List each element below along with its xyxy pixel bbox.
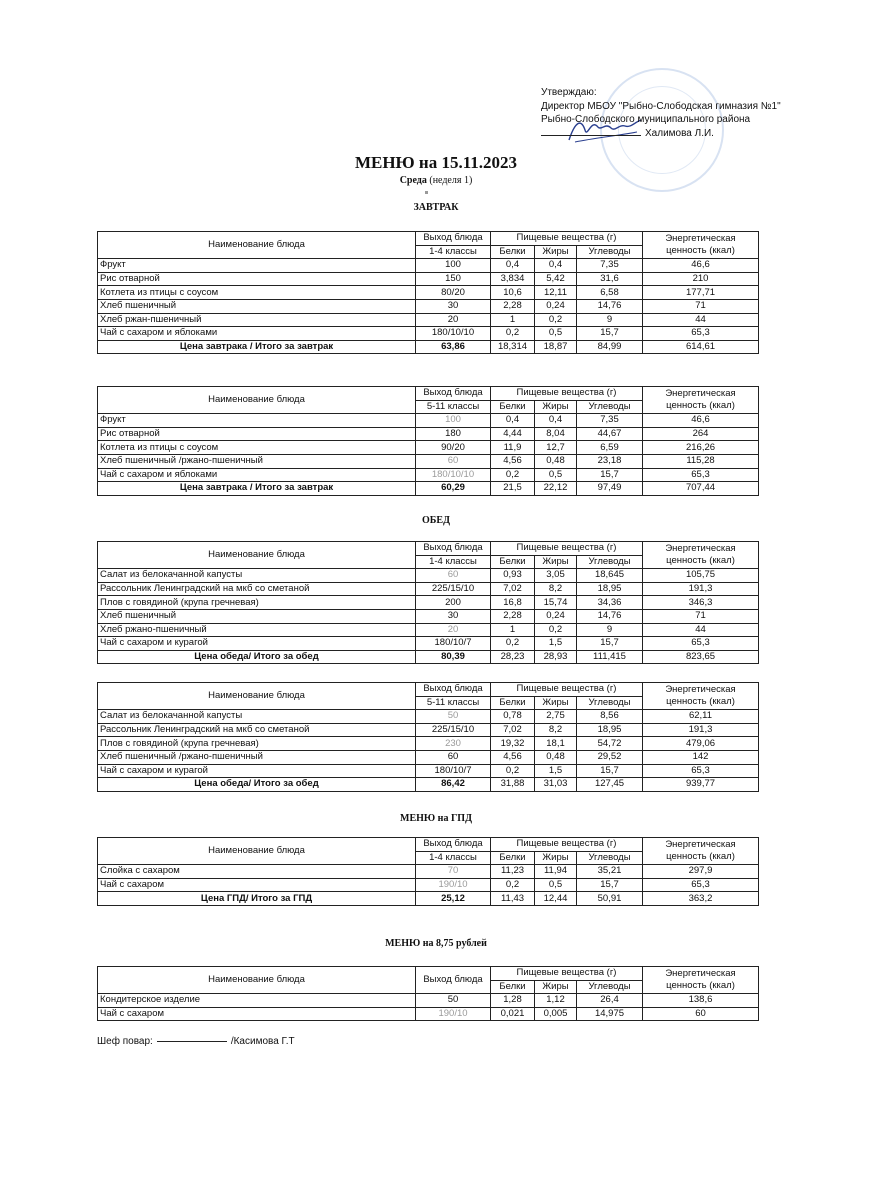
header-carbs: Углеводы — [577, 400, 643, 414]
cell-dish-name: Котлета из птицы с соусом — [98, 286, 416, 300]
total-carbs: 127,45 — [577, 778, 643, 792]
cell-carbs: 7,35 — [577, 414, 643, 428]
cell-fat: 0,2 — [535, 623, 577, 637]
total-label: Цена обеда/ Итого за обед — [98, 778, 416, 792]
cell-energy: 264 — [643, 427, 759, 441]
header-output: Выход блюда — [416, 838, 491, 852]
header-fat: Жиры — [535, 851, 577, 865]
cell-protein: 0,2 — [491, 878, 535, 892]
total-carbs: 50,91 — [577, 892, 643, 906]
cell-carbs: 26,4 — [577, 994, 643, 1008]
cell-dish-name: Хлеб пшеничный — [98, 299, 416, 313]
cell-energy: 44 — [643, 313, 759, 327]
cell-carbs: 8,56 — [577, 710, 643, 724]
cell-fat: 8,2 — [535, 582, 577, 596]
header-output: Выход блюда — [416, 967, 491, 994]
cell-carbs: 31,6 — [577, 272, 643, 286]
cell-protein: 4,56 — [491, 454, 535, 468]
total-protein: 28,23 — [491, 650, 535, 664]
cell-fat: 0,4 — [535, 414, 577, 428]
cell-output: 180/10/10 — [416, 327, 491, 341]
menu-table-gpd-1-4 — [97, 837, 759, 906]
cell-protein: 3,834 — [491, 272, 535, 286]
cell-dish-name: Котлета из птицы с соусом — [98, 441, 416, 455]
section-gpd: МЕНЮ на ГПД — [400, 813, 472, 824]
table-row — [98, 596, 759, 610]
cell-energy: 46,6 — [643, 414, 759, 428]
table-row — [98, 737, 759, 751]
cell-carbs: 18,95 — [577, 723, 643, 737]
table-row — [98, 259, 759, 273]
header-name: Наименование блюда — [98, 683, 416, 710]
total-fat: 22,12 — [535, 482, 577, 496]
header-name: Наименование блюда — [98, 967, 416, 994]
total-output: 63,86 — [416, 340, 491, 354]
header-grade: 1-4 классы — [416, 245, 491, 259]
header-energy: Энергетическая ценность (ккал) — [643, 232, 759, 259]
total-energy: 823,65 — [643, 650, 759, 664]
cell-carbs: 44,67 — [577, 427, 643, 441]
cell-protein: 19,32 — [491, 737, 535, 751]
cell-protein: 11,9 — [491, 441, 535, 455]
cell-fat: 1,5 — [535, 764, 577, 778]
header-nutrients: Пищевые вещества (г) — [491, 967, 643, 981]
header-nutrients: Пищевые вещества (г) — [491, 542, 643, 556]
approval-block — [541, 86, 781, 140]
cell-output: 90/20 — [416, 441, 491, 455]
cell-dish-name: Чай с сахаром и яблоками — [98, 468, 416, 482]
menu-table-lunch-1-4 — [97, 541, 759, 664]
table-row — [98, 764, 759, 778]
cell-dish-name: Чай с сахаром и курагой — [98, 764, 416, 778]
footer — [97, 1036, 295, 1047]
cell-energy: 346,3 — [643, 596, 759, 610]
table-row — [98, 750, 759, 764]
cell-carbs: 7,35 — [577, 259, 643, 273]
chef-name: /Касимова Г.Т — [230, 1036, 295, 1047]
cell-dish-name: Чай с сахаром — [98, 1007, 416, 1021]
table-row — [98, 710, 759, 724]
total-row — [98, 650, 759, 664]
header-carbs: Углеводы — [577, 245, 643, 259]
table-row — [98, 414, 759, 428]
cell-output: 100 — [416, 259, 491, 273]
total-output: 60,29 — [416, 482, 491, 496]
total-row — [98, 778, 759, 792]
cell-output: 180/10/10 — [416, 468, 491, 482]
total-carbs: 97,49 — [577, 482, 643, 496]
cell-dish-name: Рассольник Ленинградский на мкб со сметаной — [98, 723, 416, 737]
cell-output: 180/10/7 — [416, 637, 491, 651]
cell-fat: 1,12 — [535, 994, 577, 1008]
cell-output: 50 — [416, 994, 491, 1008]
header-protein: Белки — [491, 980, 535, 994]
total-protein: 21,5 — [491, 482, 535, 496]
cell-dish-name: Фрукт — [98, 259, 416, 273]
header-carbs: Углеводы — [577, 555, 643, 569]
header-fat: Жиры — [535, 980, 577, 994]
approval-line-2: Директор МБОУ "Рыбно-Слободская гимназия №1" — [541, 100, 781, 112]
cell-protein: 11,23 — [491, 865, 535, 879]
cell-dish-name: Хлеб ржано-пшеничный — [98, 623, 416, 637]
cell-output: 30 — [416, 299, 491, 313]
table-row — [98, 1007, 759, 1021]
header-name: Наименование блюда — [98, 232, 416, 259]
total-label: Цена ГПД/ Итого за ГПД — [98, 892, 416, 906]
cell-fat: 0,4 — [535, 259, 577, 273]
cell-carbs: 15,7 — [577, 468, 643, 482]
header-output: Выход блюда — [416, 683, 491, 697]
table-row — [98, 313, 759, 327]
chef-signature-line — [157, 1041, 227, 1042]
cell-fat: 0,5 — [535, 468, 577, 482]
cell-protein: 0,78 — [491, 710, 535, 724]
total-protein: 11,43 — [491, 892, 535, 906]
cell-protein: 0,2 — [491, 764, 535, 778]
cell-dish-name: Рис отварной — [98, 272, 416, 286]
cell-output: 100 — [416, 414, 491, 428]
cell-carbs: 29,52 — [577, 750, 643, 764]
cell-output: 180/10/7 — [416, 764, 491, 778]
cell-carbs: 9 — [577, 313, 643, 327]
cell-protein: 1 — [491, 623, 535, 637]
cell-protein: 0,2 — [491, 637, 535, 651]
cell-dish-name: Рис отварной — [98, 427, 416, 441]
cell-dish-name: Чай с сахаром — [98, 878, 416, 892]
cell-output: 80/20 — [416, 286, 491, 300]
table-row — [98, 427, 759, 441]
table-row — [98, 623, 759, 637]
header-output: Выход блюда — [416, 542, 491, 556]
cell-carbs: 14,76 — [577, 299, 643, 313]
cell-protein: 2,28 — [491, 609, 535, 623]
cell-energy: 71 — [643, 299, 759, 313]
menu-table-breakfast-1-4 — [97, 231, 759, 354]
cell-protein: 1 — [491, 313, 535, 327]
cell-energy: 142 — [643, 750, 759, 764]
cell-protein: 7,02 — [491, 582, 535, 596]
total-row — [98, 892, 759, 906]
table-row — [98, 569, 759, 583]
cell-dish-name: Хлеб пшеничный /ржано-пшеничный — [98, 750, 416, 764]
cell-fat: 0,24 — [535, 299, 577, 313]
approval-line-1: Утверждаю: — [541, 87, 597, 98]
total-energy: 939,77 — [643, 778, 759, 792]
cell-carbs: 18,645 — [577, 569, 643, 583]
cell-fat: 0,24 — [535, 609, 577, 623]
cell-protein: 0,021 — [491, 1007, 535, 1021]
cell-protein: 0,2 — [491, 468, 535, 482]
header-grade: 1-4 классы — [416, 555, 491, 569]
header-output: Выход блюда — [416, 387, 491, 401]
cell-protein: 0,93 — [491, 569, 535, 583]
cell-dish-name: Слойка с сахаром — [98, 865, 416, 879]
menu-table-breakfast-5-11 — [97, 386, 759, 496]
cell-dish-name: Плов с говядиной (крупа гречневая) — [98, 737, 416, 751]
header-protein: Белки — [491, 555, 535, 569]
section-special: МЕНЮ на 8,75 рублей — [385, 938, 487, 949]
cell-fat: 11,94 — [535, 865, 577, 879]
cell-fat: 12,7 — [535, 441, 577, 455]
header-protein: Белки — [491, 851, 535, 865]
total-output: 25,12 — [416, 892, 491, 906]
cell-output: 50 — [416, 710, 491, 724]
cell-output: 200 — [416, 596, 491, 610]
total-row — [98, 340, 759, 354]
cell-fat: 5,42 — [535, 272, 577, 286]
cell-carbs: 6,58 — [577, 286, 643, 300]
menu-table-lunch-5-11 — [97, 682, 759, 792]
cell-carbs: 35,21 — [577, 865, 643, 879]
cell-fat: 0,48 — [535, 454, 577, 468]
cell-carbs: 9 — [577, 623, 643, 637]
total-energy: 614,61 — [643, 340, 759, 354]
total-label: Цена завтрака / Итого за завтрак — [98, 340, 416, 354]
header-nutrients: Пищевые вещества (г) — [491, 232, 643, 246]
cell-output: 60 — [416, 454, 491, 468]
menu-table-special — [97, 966, 759, 1021]
cell-output: 190/10 — [416, 1007, 491, 1021]
total-fat: 31,03 — [535, 778, 577, 792]
cell-output: 60 — [416, 569, 491, 583]
header-name: Наименование блюда — [98, 542, 416, 569]
cell-energy: 479,06 — [643, 737, 759, 751]
cell-fat: 3,05 — [535, 569, 577, 583]
cell-carbs: 15,7 — [577, 327, 643, 341]
total-energy: 363,2 — [643, 892, 759, 906]
cell-energy: 115,28 — [643, 454, 759, 468]
table-row — [98, 582, 759, 596]
approval-line-3: Рыбно-Слободского муниципального района — [541, 114, 751, 126]
cell-fat: 2,75 — [535, 710, 577, 724]
header-output: Выход блюда — [416, 232, 491, 246]
page-title: МЕНЮ на 15.11.2023 — [354, 153, 518, 172]
cell-protein: 2,28 — [491, 299, 535, 313]
cell-dish-name: Хлеб пшеничный /ржано-пшеничный — [98, 454, 416, 468]
cell-dish-name: Чай с сахаром и курагой — [98, 637, 416, 651]
cell-protein: 0,4 — [491, 259, 535, 273]
total-carbs: 84,99 — [577, 340, 643, 354]
cell-protein: 7,02 — [491, 723, 535, 737]
header-fat: Жиры — [535, 400, 577, 414]
table-row — [98, 286, 759, 300]
header-name: Наименование блюда — [98, 838, 416, 865]
section-lunch: ОБЕД — [422, 515, 450, 526]
director-name: Халимова Л.И. — [645, 127, 714, 139]
week-label: (неделя 1) — [429, 175, 473, 186]
cell-output: 230 — [416, 737, 491, 751]
cell-carbs: 34,36 — [577, 596, 643, 610]
cell-carbs: 15,7 — [577, 637, 643, 651]
cell-fat: 8,04 — [535, 427, 577, 441]
cell-dish-name: Салат из белокачанной капусты — [98, 710, 416, 724]
cell-output: 30 — [416, 609, 491, 623]
cell-output: 150 — [416, 272, 491, 286]
header-nutrients: Пищевые вещества (г) — [491, 387, 643, 401]
cell-dish-name: Чай с сахаром и яблоками — [98, 327, 416, 341]
cell-fat: 0,48 — [535, 750, 577, 764]
total-row — [98, 482, 759, 496]
header-protein: Белки — [491, 696, 535, 710]
header-fat: Жиры — [535, 555, 577, 569]
cell-dish-name: Хлеб пшеничный — [98, 609, 416, 623]
table-row — [98, 272, 759, 286]
cell-protein: 1,28 — [491, 994, 535, 1008]
header-energy: Энергетическая ценность (ккал) — [643, 838, 759, 865]
cell-energy: 65,3 — [643, 468, 759, 482]
cell-dish-name: Хлеб ржан-пшеничный — [98, 313, 416, 327]
cell-carbs: 15,7 — [577, 764, 643, 778]
cell-carbs: 14,975 — [577, 1007, 643, 1021]
total-label: Цена завтрака / Итого за завтрак — [98, 482, 416, 496]
table-row — [98, 637, 759, 651]
header-carbs: Углеводы — [577, 851, 643, 865]
header-energy: Энергетическая ценность (ккал) — [643, 683, 759, 710]
header-nutrients: Пищевые вещества (г) — [491, 838, 643, 852]
cell-fat: 15,74 — [535, 596, 577, 610]
table-row — [98, 468, 759, 482]
table-row — [98, 441, 759, 455]
cell-energy: 71 — [643, 609, 759, 623]
header-protein: Белки — [491, 245, 535, 259]
table-row — [98, 994, 759, 1008]
cell-output: 225/15/10 — [416, 582, 491, 596]
cell-output: 60 — [416, 750, 491, 764]
cell-dish-name: Плов с говядиной (крупа гречневая) — [98, 596, 416, 610]
cell-dish-name: Рассольник Ленинградский на мкб со сметаной — [98, 582, 416, 596]
cell-fat: 0,5 — [535, 327, 577, 341]
header-grade: 5-11 классы — [416, 400, 491, 414]
header-fat: Жиры — [535, 696, 577, 710]
cell-energy: 62,11 — [643, 710, 759, 724]
cell-carbs: 23,18 — [577, 454, 643, 468]
cell-energy: 65,3 — [643, 327, 759, 341]
header-fat: Жиры — [535, 245, 577, 259]
total-output: 86,42 — [416, 778, 491, 792]
cell-output: 180 — [416, 427, 491, 441]
cell-protein: 10,6 — [491, 286, 535, 300]
header-carbs: Углеводы — [577, 980, 643, 994]
header-energy: Энергетическая ценность (ккал) — [643, 542, 759, 569]
total-fat: 18,87 — [535, 340, 577, 354]
cell-energy: 216,26 — [643, 441, 759, 455]
cell-energy: 44 — [643, 623, 759, 637]
cell-energy: 105,75 — [643, 569, 759, 583]
cell-fat: 0,2 — [535, 313, 577, 327]
table-row — [98, 327, 759, 341]
header-protein: Белки — [491, 400, 535, 414]
total-fat: 28,93 — [535, 650, 577, 664]
cell-energy: 65,3 — [643, 764, 759, 778]
speck — [425, 191, 428, 194]
cell-energy: 191,3 — [643, 582, 759, 596]
cell-output: 20 — [416, 623, 491, 637]
cell-output: 225/15/10 — [416, 723, 491, 737]
cell-energy: 191,3 — [643, 723, 759, 737]
cell-energy: 46,6 — [643, 259, 759, 273]
cell-fat: 8,2 — [535, 723, 577, 737]
cell-protein: 16,8 — [491, 596, 535, 610]
total-carbs: 111,415 — [577, 650, 643, 664]
cell-protein: 0,2 — [491, 327, 535, 341]
cell-energy: 177,71 — [643, 286, 759, 300]
page-subtitle — [0, 175, 872, 186]
approval-signature-line — [541, 127, 781, 141]
header-energy: Энергетическая ценность (ккал) — [643, 967, 759, 994]
cell-fat: 0,005 — [535, 1007, 577, 1021]
cell-energy: 65,3 — [643, 637, 759, 651]
cell-protein: 4,44 — [491, 427, 535, 441]
cell-energy: 138,6 — [643, 994, 759, 1008]
cell-energy: 65,3 — [643, 878, 759, 892]
total-energy: 707,44 — [643, 482, 759, 496]
cell-carbs: 14,76 — [577, 609, 643, 623]
cell-fat: 12,11 — [535, 286, 577, 300]
table-row — [98, 454, 759, 468]
cell-energy: 297,9 — [643, 865, 759, 879]
header-name: Наименование блюда — [98, 387, 416, 414]
cell-output: 20 — [416, 313, 491, 327]
cell-dish-name: Кондитерское изделие — [98, 994, 416, 1008]
cell-fat: 18,1 — [535, 737, 577, 751]
day-name: Среда — [399, 175, 427, 186]
total-protein: 18,314 — [491, 340, 535, 354]
cell-output: 190/10 — [416, 878, 491, 892]
total-fat: 12,44 — [535, 892, 577, 906]
cell-carbs: 6,59 — [577, 441, 643, 455]
table-row — [98, 878, 759, 892]
cell-carbs: 18,95 — [577, 582, 643, 596]
cell-output: 70 — [416, 865, 491, 879]
cell-fat: 0,5 — [535, 878, 577, 892]
cell-dish-name: Фрукт — [98, 414, 416, 428]
table-row — [98, 865, 759, 879]
total-output: 80,39 — [416, 650, 491, 664]
cell-carbs: 15,7 — [577, 878, 643, 892]
table-row — [98, 299, 759, 313]
cell-carbs: 54,72 — [577, 737, 643, 751]
total-label: Цена обеда/ Итого за обед — [98, 650, 416, 664]
section-breakfast: ЗАВТРАК — [413, 202, 459, 213]
table-row — [98, 609, 759, 623]
chef-label: Шеф повар: — [97, 1036, 153, 1047]
header-grade: 1-4 классы — [416, 851, 491, 865]
header-energy: Энергетическая ценность (ккал) — [643, 387, 759, 414]
total-protein: 31,88 — [491, 778, 535, 792]
cell-protein: 4,56 — [491, 750, 535, 764]
cell-energy: 210 — [643, 272, 759, 286]
header-nutrients: Пищевые вещества (г) — [491, 683, 643, 697]
cell-fat: 1,5 — [535, 637, 577, 651]
cell-energy: 60 — [643, 1007, 759, 1021]
header-grade: 5-11 классы — [416, 696, 491, 710]
cell-dish-name: Салат из белокачанной капусты — [98, 569, 416, 583]
table-row — [98, 723, 759, 737]
header-carbs: Углеводы — [577, 696, 643, 710]
cell-protein: 0,4 — [491, 414, 535, 428]
